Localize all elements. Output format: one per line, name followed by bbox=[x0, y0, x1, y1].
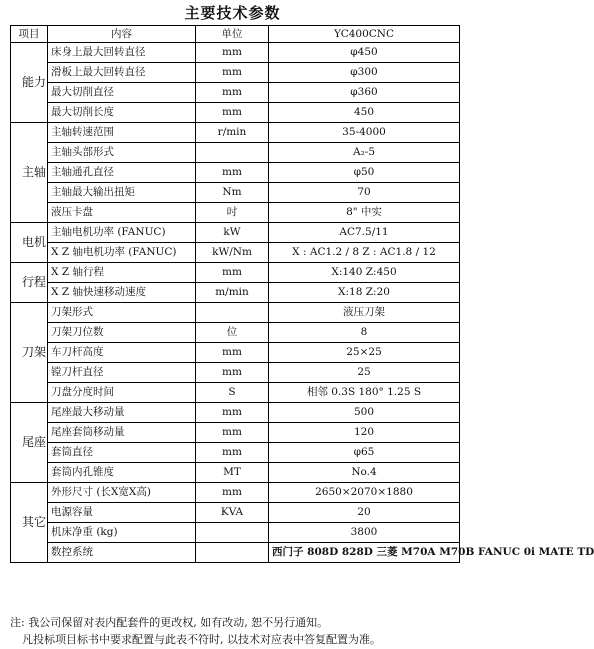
group-label bbox=[11, 123, 48, 223]
row-item: 液压卡盘 bbox=[48, 203, 196, 223]
row-item: 机床净重 (kg) bbox=[48, 523, 196, 543]
table-row bbox=[11, 363, 460, 383]
group-label bbox=[11, 43, 48, 123]
table-row bbox=[11, 303, 460, 323]
row-item: 尾座套筒移动量 bbox=[48, 423, 196, 443]
row-unit: mm bbox=[196, 263, 269, 283]
row-item: 刀盘分度时间 bbox=[48, 383, 196, 403]
row-value: X:140 Z:450 bbox=[269, 263, 460, 283]
row-item: 主轴通孔直径 bbox=[48, 163, 196, 183]
table-row bbox=[11, 83, 460, 103]
row-unit: KVA bbox=[196, 503, 269, 523]
row-value: 450 bbox=[269, 103, 460, 123]
table-row bbox=[11, 523, 460, 543]
group-label-text: 行程 bbox=[22, 275, 47, 290]
row-item: X Z 轴行程 bbox=[48, 263, 196, 283]
header-content: 内容 bbox=[48, 26, 196, 43]
row-value: φ360 bbox=[269, 83, 460, 103]
row-value: 3800 bbox=[269, 523, 460, 543]
row-unit: mm bbox=[196, 403, 269, 423]
table-row bbox=[11, 123, 460, 143]
table-row bbox=[11, 383, 460, 403]
row-unit: mm bbox=[196, 443, 269, 463]
row-item: 床身上最大回转直径 bbox=[48, 43, 196, 63]
row-unit: mm bbox=[196, 63, 269, 83]
group-label-text: 尾座 bbox=[22, 435, 47, 450]
row-value: 液压刀架 bbox=[269, 303, 460, 323]
row-value: φ65 bbox=[269, 443, 460, 463]
row-value: 120 bbox=[269, 423, 460, 443]
table-row bbox=[11, 443, 460, 463]
row-unit bbox=[196, 523, 269, 543]
table-row bbox=[11, 323, 460, 343]
table-row bbox=[11, 163, 460, 183]
table-header-row bbox=[11, 26, 460, 43]
row-value: AC7.5/11 bbox=[269, 223, 460, 243]
table-row bbox=[11, 203, 460, 223]
row-unit bbox=[196, 303, 269, 323]
row-value: X:18 Z:20 bbox=[269, 283, 460, 303]
row-item: 刀架刀位数 bbox=[48, 323, 196, 343]
table-row bbox=[11, 423, 460, 443]
row-value: 2650×2070×1880 bbox=[269, 483, 460, 503]
row-item: 最大切削长度 bbox=[48, 103, 196, 123]
row-unit: 吋 bbox=[196, 203, 269, 223]
row-value: 25×25 bbox=[269, 343, 460, 363]
header-unit: 单位 bbox=[196, 26, 269, 43]
row-value: 8 bbox=[269, 323, 460, 343]
row-unit: kW bbox=[196, 223, 269, 243]
row-unit: mm bbox=[196, 83, 269, 103]
table-row bbox=[11, 503, 460, 523]
row-unit: Nm bbox=[196, 183, 269, 203]
row-value: 25 bbox=[269, 363, 460, 383]
row-unit: mm bbox=[196, 163, 269, 183]
table-row bbox=[11, 463, 460, 483]
row-item: 外形尺寸 (长X宽X高) bbox=[48, 483, 196, 503]
row-unit: mm bbox=[196, 103, 269, 123]
group-label-text: 其它 bbox=[22, 515, 47, 530]
row-item: 镗刀杆直径 bbox=[48, 363, 196, 383]
footnotes bbox=[10, 614, 459, 648]
table-row bbox=[11, 103, 460, 123]
row-unit: r/min bbox=[196, 123, 269, 143]
spec-table bbox=[10, 25, 594, 563]
row-value: φ50 bbox=[269, 163, 460, 183]
row-value: 西门子 808D 828D 三菱 M70A M70B FANUC 0i MATE TD bbox=[269, 543, 460, 563]
row-item: 数控系统 bbox=[48, 543, 196, 563]
table-row bbox=[11, 143, 460, 163]
row-item: X Z 轴快速移动速度 bbox=[48, 283, 196, 303]
group-label-text: 能力 bbox=[22, 75, 47, 90]
row-item: 主轴电机功率 (FANUC) bbox=[48, 223, 196, 243]
footnote-1: 注: 我公司保留对表内配套件的更改权, 如有改动, 恕不另行通知。 bbox=[10, 616, 329, 629]
row-item: 刀架形式 bbox=[48, 303, 196, 323]
table-row bbox=[11, 43, 460, 63]
row-unit: mm bbox=[196, 363, 269, 383]
row-item: 电源容量 bbox=[48, 503, 196, 523]
row-item: 套筒内孔锥度 bbox=[48, 463, 196, 483]
table-row bbox=[11, 223, 460, 243]
row-unit bbox=[196, 143, 269, 163]
row-item: 主轴头部形式 bbox=[48, 143, 196, 163]
group-label bbox=[11, 223, 48, 263]
row-unit: kW/Nm bbox=[196, 243, 269, 263]
footnote-2: 凡投标项目标书中要求配置与此表不符时, 以技术对应表中答复配置为准。 bbox=[22, 633, 381, 646]
row-value: A₂-5 bbox=[269, 143, 460, 163]
group-label bbox=[11, 303, 48, 403]
table-row bbox=[11, 183, 460, 203]
row-unit: 位 bbox=[196, 323, 269, 343]
row-value: 500 bbox=[269, 403, 460, 423]
group-label bbox=[11, 403, 48, 483]
row-value: 8" 中实 bbox=[269, 203, 460, 223]
row-value: φ450 bbox=[269, 43, 460, 63]
group-label bbox=[11, 483, 48, 563]
page-title: 主要技术参数 bbox=[184, 4, 281, 22]
row-item: 主轴最大输出扭矩 bbox=[48, 183, 196, 203]
row-unit: mm bbox=[196, 343, 269, 363]
row-value: 70 bbox=[269, 183, 460, 203]
group-label-text: 刀架 bbox=[22, 345, 47, 360]
table-row bbox=[11, 243, 460, 263]
row-value: 20 bbox=[269, 503, 460, 523]
row-item: 主轴转速范围 bbox=[48, 123, 196, 143]
row-value: X : AC1.2 / 8 Z : AC1.8 / 12 bbox=[269, 243, 460, 263]
row-value: 35-4000 bbox=[269, 123, 460, 143]
table-row bbox=[11, 263, 460, 283]
row-unit: S bbox=[196, 383, 269, 403]
group-label-text: 主轴 bbox=[22, 165, 47, 180]
table-row bbox=[11, 63, 460, 83]
row-unit: mm bbox=[196, 483, 269, 503]
row-value: 相邻 0.3S 180° 1.25 S bbox=[269, 383, 460, 403]
row-item: 套筒直径 bbox=[48, 443, 196, 463]
table-row bbox=[11, 483, 460, 503]
row-item: 尾座最大移动量 bbox=[48, 403, 196, 423]
header-model: YC400CNC bbox=[269, 26, 460, 43]
row-item: 滑板上最大回转直径 bbox=[48, 63, 196, 83]
row-item: X Z 轴电机功率 (FANUC) bbox=[48, 243, 196, 263]
group-label bbox=[11, 263, 48, 303]
row-unit: mm bbox=[196, 423, 269, 443]
row-item: 车刀杆高度 bbox=[48, 343, 196, 363]
table-row bbox=[11, 283, 460, 303]
row-value: φ300 bbox=[269, 63, 460, 83]
table-row bbox=[11, 343, 460, 363]
table-row bbox=[11, 403, 460, 423]
row-unit: MT bbox=[196, 463, 269, 483]
row-unit bbox=[196, 543, 269, 563]
row-unit: mm bbox=[196, 43, 269, 63]
header-item: 项目 bbox=[11, 26, 48, 43]
spec-table-body bbox=[11, 43, 594, 563]
group-label-text: 电机 bbox=[22, 235, 47, 250]
row-value: No.4 bbox=[269, 463, 460, 483]
row-item: 最大切削直径 bbox=[48, 83, 196, 103]
row-unit: m/min bbox=[196, 283, 269, 303]
table-row bbox=[11, 543, 460, 563]
